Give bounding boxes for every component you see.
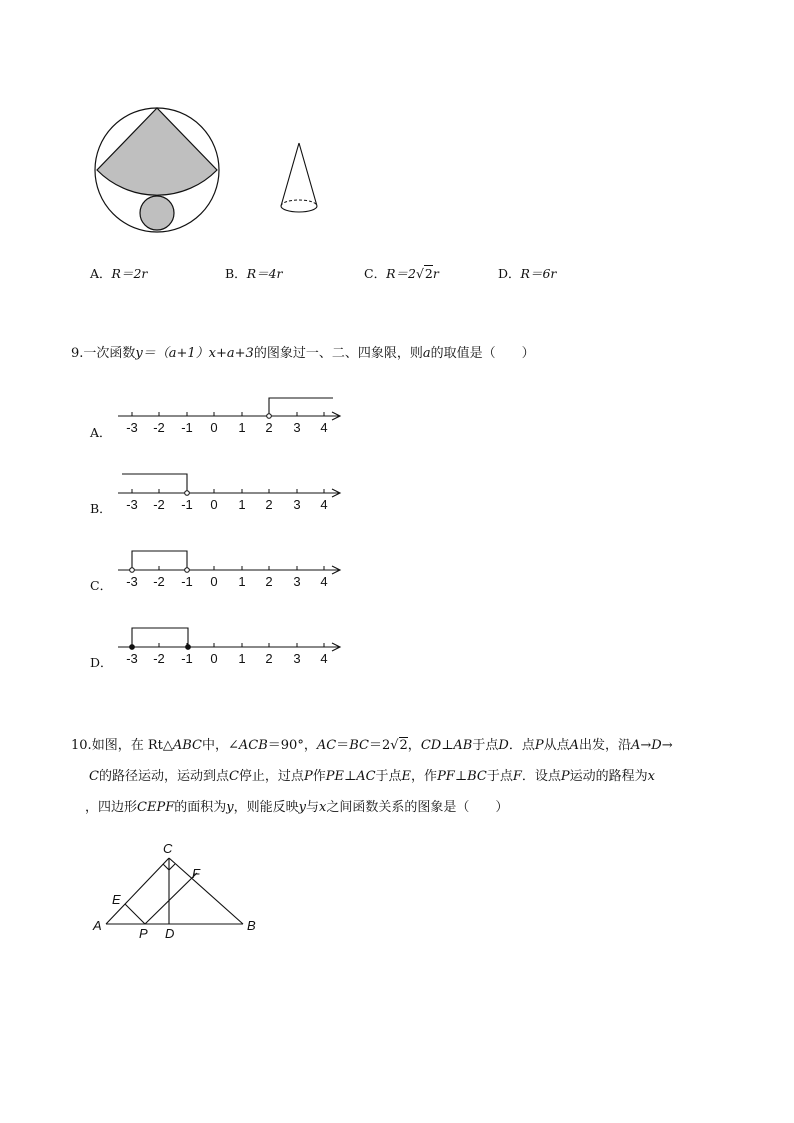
segment-pe [125,904,145,924]
q8-option-a [90,264,147,282]
tick-label: 4 [320,651,328,666]
number-line-d [118,628,340,666]
option-letter: A． [90,266,112,281]
tick-label: 3 [293,651,301,666]
cone-base-front [281,206,317,212]
segment-bc [169,858,243,924]
cone-figure [281,143,317,212]
tick-label: 1 [238,651,246,666]
tick-label: -1 [181,574,193,589]
q10-stem-line-1: 10.如图，在 Rt△ABC中，∠ACB＝90°，AC＝BC＝2√2，CD⊥AB于点D．点P从点A出发，沿A→D→ [71,738,673,753]
segment-ac [106,858,169,924]
tick-label: -2 [153,574,165,589]
sqrt-symbol: √2 [390,738,408,753]
tick-label: 0 [210,497,218,512]
number-line-c [118,551,340,589]
point-label-e: E [112,892,121,907]
closed-endpoint [130,645,135,650]
closed-endpoint [186,645,191,650]
tick-label: -1 [181,651,193,666]
tick-label: 0 [210,651,218,666]
number-line-a [118,398,340,435]
q9-option-d-letter: D． [90,655,113,670]
q10-stem-line-3: ，四边形CEPF的面积为y，则能反映y与x之间函数关系的图象是（ ） [85,800,509,815]
point-label-c: C [163,841,173,856]
tick-label: 1 [238,420,246,435]
sqrt-symbol: √2 [415,266,433,281]
point-label-d: D [165,926,175,941]
option-formula: R＝2r [111,266,148,281]
open-endpoint [267,414,272,419]
tick-label: 2 [265,497,273,512]
sector-in-circle-figure [95,108,219,232]
option-formula: R＝2 [386,266,416,281]
option-letter: C． [364,266,387,281]
q9-option-c-letter: C． [90,578,113,593]
small-circle [140,196,174,230]
option-formula: R＝6r [520,266,557,281]
tick-label: -3 [126,420,138,435]
tick-label: 0 [210,420,218,435]
segment-pf [145,873,197,924]
tick-label: -2 [153,651,165,666]
open-endpoint [130,568,135,573]
tick-label: 1 [238,574,246,589]
cone-base-back [281,200,317,206]
tick-label: 3 [293,420,301,435]
tick-label: -2 [153,497,165,512]
q9-number-lines [110,390,350,680]
tick-label: -2 [153,420,165,435]
tick-label: 2 [265,420,273,435]
point-label-a: A [93,918,102,933]
tick-label: -1 [181,497,193,512]
range-bracket [269,398,333,416]
tick-label: 4 [320,497,328,512]
q9-option-b-letter: B． [90,501,112,516]
shaded-sector [97,108,217,195]
q10-triangle-figure [88,838,268,943]
q8-figures [85,95,335,240]
point-label-f: F [192,866,200,881]
q8-option-c: C．R＝2√2r [364,266,439,281]
tick-label: 2 [265,574,273,589]
option-formula: R＝4r [246,266,283,281]
option-letter: B． [225,266,247,281]
open-endpoint [185,491,190,496]
q9-stem: 9.一次函数y＝（a+1）x+a+3的图象过一、二、四象限，则a的取值是（ ） [71,346,535,361]
range-bracket [132,628,188,647]
tick-label: -3 [126,651,138,666]
open-endpoint [185,568,190,573]
q8-option-d [498,264,556,282]
q10-stem-line-2: C的路径运动，运动到点C停止，过点P作PE⊥AC于点E，作PF⊥BC于点F．设点P运动的路程为x [89,769,655,784]
tick-label: -1 [181,420,193,435]
option-letter: D． [498,266,521,281]
tick-label: 4 [320,420,328,435]
tick-label: 1 [238,497,246,512]
tick-label: 3 [293,574,301,589]
tick-label: 4 [320,574,328,589]
tick-label: -3 [126,574,138,589]
tick-label: 0 [210,574,218,589]
tick-label: 3 [293,497,301,512]
q8-option-b [225,264,283,282]
q9-option-a-letter: A． [90,425,112,440]
tick-label: -3 [126,497,138,512]
point-label-p: P [139,926,148,941]
point-label-b: B [247,918,256,933]
tick-label: 2 [265,651,273,666]
number-line-b [118,474,340,512]
